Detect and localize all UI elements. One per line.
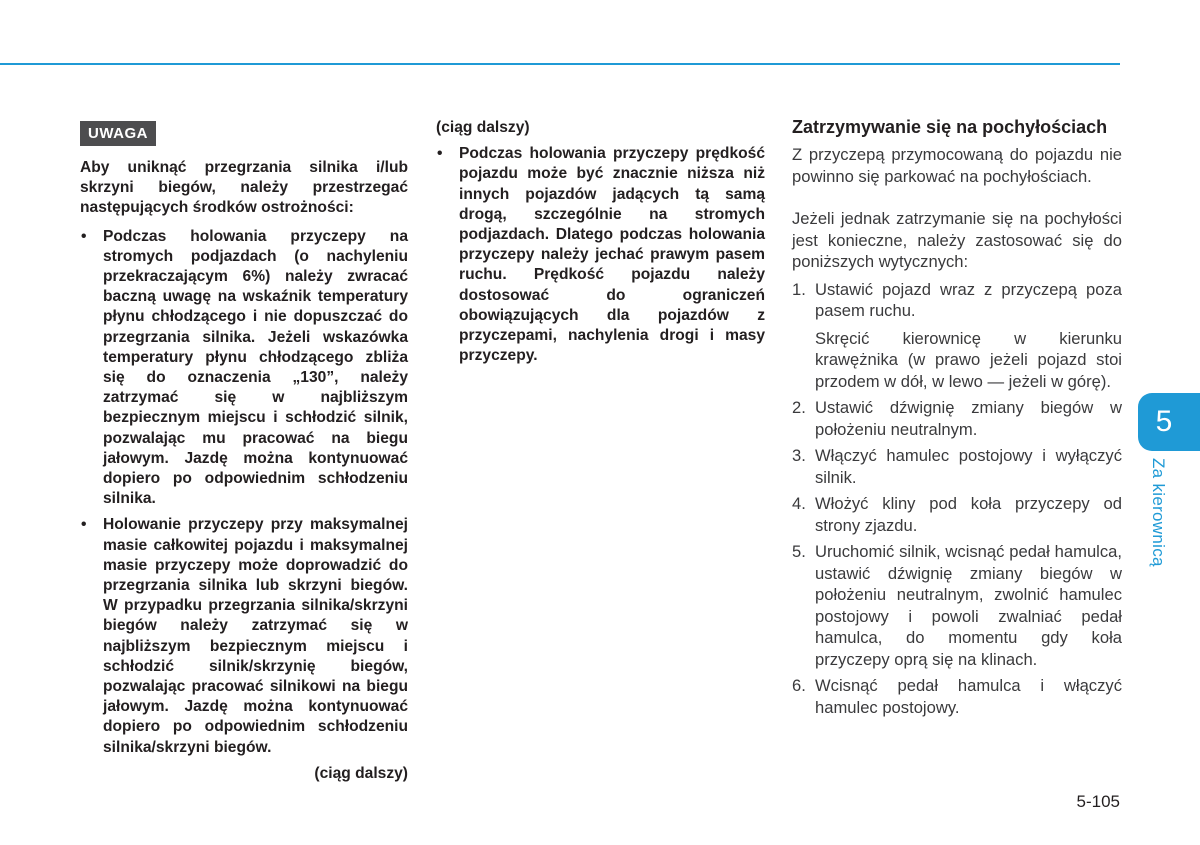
chapter-title: Za kierownicą bbox=[1149, 458, 1168, 567]
warning-bullet-item bbox=[80, 227, 408, 510]
step-item bbox=[792, 397, 1122, 440]
top-rule bbox=[0, 63, 1120, 65]
slopes-section bbox=[792, 116, 1122, 723]
bullet-icon: • bbox=[81, 516, 87, 534]
continuation-section bbox=[436, 118, 765, 372]
step-item bbox=[792, 445, 1122, 488]
step-text: Uruchomić silnik, wcisnąć pedał hamulca, ustawić dźwignię zmiany biegów w położeniu neutralnym, zwolnić hamulec postojowy i powoli zwalniać pedał hamulca, do momentu gdy koła przyczepy oprą się na klinach. bbox=[815, 542, 1122, 669]
step-number: 2. bbox=[792, 398, 806, 417]
step-item bbox=[792, 493, 1122, 536]
step-number: 6. bbox=[792, 676, 806, 695]
continuation-bullet-item bbox=[436, 144, 765, 366]
warning-bullet-text: Podczas holowania przyczepy na stromych podjazdach (o nachyleniu przekraczającym 6%) należy zwracać baczną uwagę na wskaźnik temperatury płynu chłodzącego i nie dopuszczać do przegrzania silnika. Jeżeli wskazówka temperatury płynu chłodzącego zbliża się do oznaczenia „130”, należy zatrzymać się w najbliższym bezpiecznym miejscu i schłodzić silnik, pozwalając mu pracować na biegu jałowym. Jazdę można kontynuować dopiero po odpowiednim schłodzeniu silnika. bbox=[103, 227, 408, 508]
step-item bbox=[792, 279, 1122, 393]
step-text: Wcisnąć pedał hamulca i włączyć hamulec postojowy. bbox=[815, 676, 1122, 717]
chapter-number: 5 bbox=[1155, 405, 1173, 438]
slopes-paragraph: Jeżeli jednak zatrzymanie się na pochyłości jest konieczne, należy zastosować się do poniższych wytycznych: bbox=[792, 209, 1122, 271]
step-item bbox=[792, 541, 1122, 670]
step-number: 1. bbox=[792, 279, 806, 299]
step-text: Włączyć hamulec postojowy i wyłączyć silnik. bbox=[815, 446, 1122, 487]
step-item bbox=[792, 675, 1122, 718]
continued-label: (ciąg dalszy) bbox=[314, 764, 408, 782]
warning-intro: Aby uniknąć przegrzania silnika i/lub skrzyni biegów, należy przestrzegać następujących środków ostrożności: bbox=[80, 159, 408, 217]
warning-bullet-list bbox=[80, 227, 408, 758]
warning-section bbox=[80, 121, 408, 784]
warning-badge: UWAGA bbox=[80, 121, 156, 146]
step-number: 3. bbox=[792, 446, 806, 465]
bullet-icon: • bbox=[437, 145, 443, 163]
steps-list bbox=[792, 279, 1122, 719]
section-title: Zatrzymywanie się na pochyłościach bbox=[792, 117, 1108, 137]
continuation-bullet-list bbox=[436, 144, 765, 366]
warning-bullet-text: Holowanie przyczepy przy maksymalnej masie całkowitej pojazdu i maksymalnej masie przyczepy może doprowadzić do przegrzania silnika lub skrzyni biegów. W przypadku przegrzania silnika/skrzyni biegów należy zatrzymać się w najbliższym bezpiecznym miejscu i schłodzić silnik/skrzynię biegów, pozwalając pracować silnikowi na biegu jałowym. Jazdę można kontynuować dopiero po odpowiednim schłodzeniu silnika/skrzyni biegów. bbox=[103, 516, 408, 756]
bullet-icon: • bbox=[81, 227, 87, 245]
page-number: 5-105 bbox=[1076, 792, 1120, 811]
step-text: Włożyć kliny pod koła przyczepy od strony zjazdu. bbox=[815, 494, 1122, 535]
step-number: 4. bbox=[792, 494, 806, 513]
step-text: Ustawić dźwignię zmiany biegów w położeniu neutralnym. bbox=[815, 398, 1122, 439]
step-number: 5. bbox=[792, 542, 806, 561]
continued-heading: (ciąg dalszy) bbox=[436, 119, 530, 136]
step-text: Ustawić pojazd wraz z przyczepą poza pasem ruchu. bbox=[815, 279, 1122, 320]
step-subtext: Skręcić kierownicę w kierunku krawężnika (w prawo jeżeli pojazd stoi przodem w dół, w lewo — jeżeli w górę). bbox=[815, 328, 1122, 391]
slopes-paragraph: Z przyczepą przymocowaną do pojazdu nie powinno się parkować na pochyłościach. bbox=[792, 145, 1122, 186]
warning-bullet-item bbox=[80, 515, 408, 757]
chapter-title-wrap bbox=[1148, 458, 1178, 588]
continuation-bullet-text: Podczas holowania przyczepy prędkość pojazdu może być znacznie niższa niż innych pojazdów jadących tą samą drogą, szczególnie na stromych podjazdach. Dlatego podczas holowania przyczepy należy jechać prawym pasem ruchu. Prędkość pojazdu należy dostosować do ograniczeń obowiązujących dla pojazdów z przyczepami, nachylenia drogi i masy przyczepy. bbox=[459, 145, 765, 365]
